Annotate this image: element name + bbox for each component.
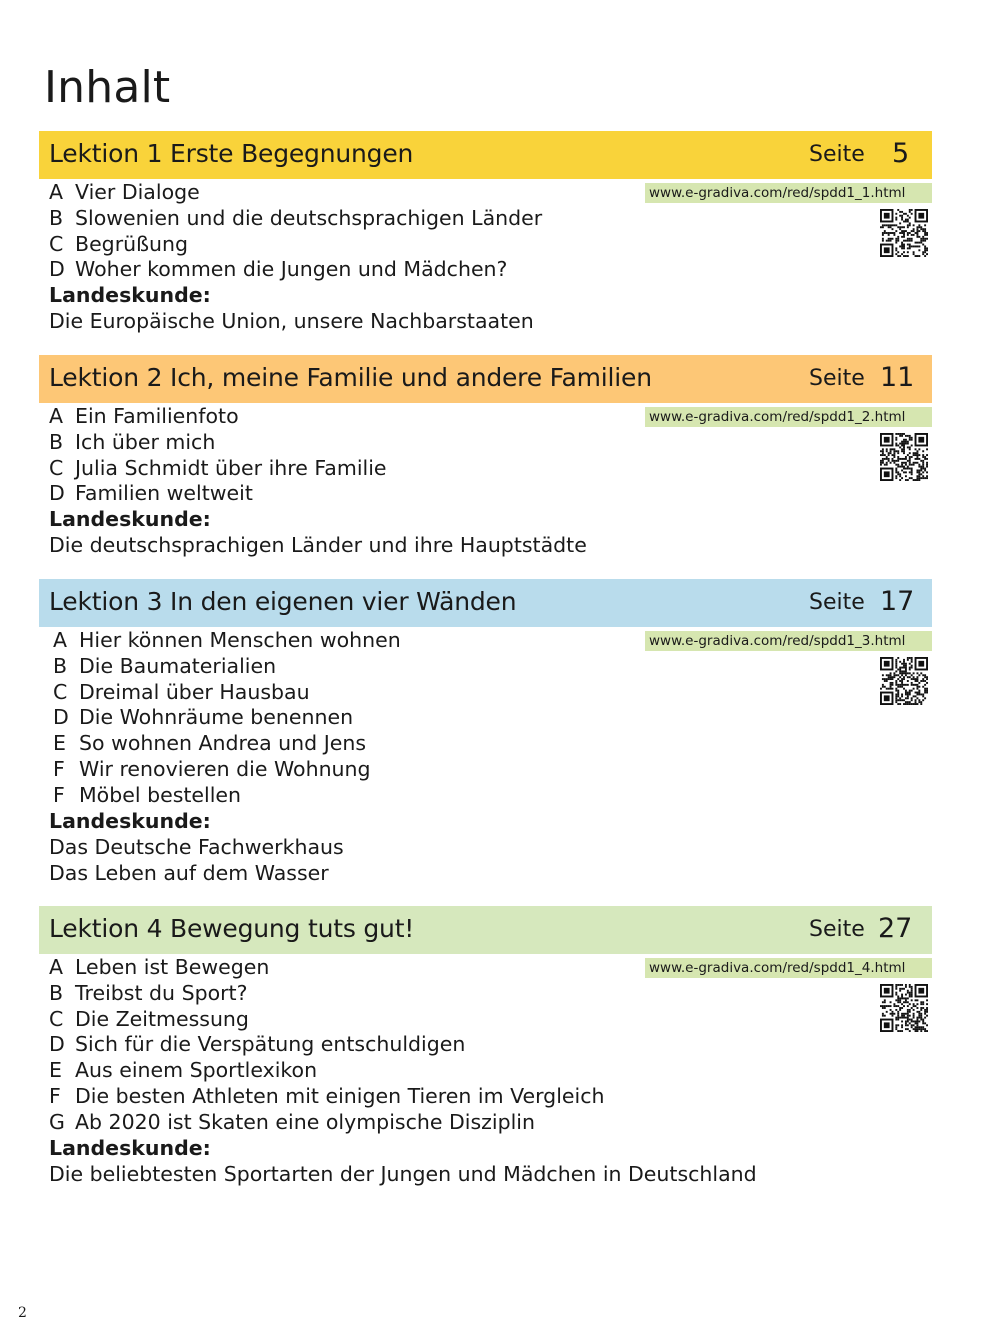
landeskunde-text: Die Europäische Union, unsere Nachbarstaaten: [49, 309, 534, 333]
lesson-page-number: 5: [892, 138, 910, 169]
item-text: Aus einem Sportlexikon: [75, 1058, 318, 1083]
lesson-page-number: 27: [878, 913, 913, 944]
list-item: [53, 731, 401, 757]
lesson-section-2: [39, 355, 932, 557]
landeskunde-label: Landeskunde:: [49, 809, 211, 833]
seite-label: Seite: [809, 142, 865, 167]
item-text: Die Zeitmessung: [75, 1006, 249, 1031]
seite-label: Seite: [809, 366, 865, 391]
list-item: [49, 430, 387, 456]
item-text: Möbel bestellen: [79, 782, 242, 807]
item-letter: F: [53, 756, 65, 781]
lesson-header-bar: [39, 906, 932, 954]
lesson-section-3: [39, 579, 932, 885]
item-letter: D: [49, 1032, 65, 1057]
list-item: [49, 981, 604, 1007]
item-text: Die besten Athleten mit einigen Tieren im Vergleich: [75, 1083, 605, 1108]
landeskunde-text: Die deutschsprachigen Länder und ihre Hauptstädte: [49, 533, 587, 557]
page-number: 2: [18, 1305, 27, 1321]
qr-code-icon[interactable]: [880, 209, 928, 257]
landeskunde-label: Landeskunde:: [49, 1136, 211, 1160]
item-text: Woher kommen die Jungen und Mädchen?: [75, 257, 508, 282]
item-letter: D: [53, 705, 69, 730]
qr-code-icon[interactable]: [880, 657, 928, 705]
lesson-url-link[interactable]: www.e-gradiva.com/red/spdd1_3.html: [645, 631, 932, 651]
item-text: So wohnen Andrea und Jens: [79, 731, 367, 756]
lesson-section-1: [39, 131, 932, 333]
list-item: [49, 456, 387, 482]
item-text: Ein Familienfoto: [75, 404, 239, 428]
list-item: [49, 481, 387, 507]
lesson-url-link[interactable]: www.e-gradiva.com/red/spdd1_2.html: [645, 407, 932, 427]
item-letter: E: [49, 1058, 62, 1083]
item-letter: A: [53, 628, 68, 652]
item-text: Vier Dialoge: [75, 180, 200, 204]
lesson-title: Lektion 2 Ich, meine Familie und andere Familien: [49, 363, 652, 392]
list-item: [49, 1058, 604, 1084]
item-letter: F: [53, 782, 65, 807]
list-item: [49, 1110, 604, 1136]
lesson-items-list: [49, 404, 387, 507]
item-letter: B: [53, 653, 68, 678]
landeskunde-text: Das Deutsche Fachwerkhaus: [49, 835, 344, 859]
list-item: [49, 1032, 604, 1058]
list-item: [49, 206, 542, 232]
item-text: Begrüßung: [75, 231, 189, 256]
lesson-items-list: [49, 955, 604, 1136]
list-item: [49, 1084, 604, 1110]
item-letter: E: [53, 731, 66, 756]
list-item: [49, 232, 542, 258]
landeskunde-label: Landeskunde:: [49, 507, 211, 531]
qr-code-icon[interactable]: [880, 984, 928, 1032]
lesson-title: Lektion 1 Erste Begegnungen: [49, 139, 414, 168]
lesson-url-link[interactable]: www.e-gradiva.com/red/spdd1_4.html: [645, 958, 932, 978]
item-text: Hier können Menschen wohnen: [79, 628, 401, 652]
lesson-header-bar: [39, 355, 932, 403]
item-text: Slowenien und die deutschsprachigen Länder: [75, 205, 543, 230]
item-letter: A: [49, 404, 64, 428]
qr-code-icon[interactable]: [880, 433, 928, 481]
item-letter: F: [49, 1083, 61, 1108]
item-letter: C: [49, 1006, 64, 1031]
landeskunde-label: Landeskunde:: [49, 283, 211, 307]
landeskunde-text: Das Leben auf dem Wasser: [49, 861, 329, 885]
item-text: Dreimal über Hausbau: [79, 679, 310, 704]
page-title: Inhalt: [44, 62, 171, 113]
list-item: [53, 680, 401, 706]
item-text: Die Baumaterialien: [79, 653, 277, 678]
item-letter: A: [49, 955, 64, 979]
item-text: Ich über mich: [75, 429, 216, 454]
lesson-page-number: 17: [880, 586, 915, 617]
list-item: [49, 1007, 604, 1033]
item-text: Ab 2020 ist Skaten eine olympische Disziplin: [75, 1109, 535, 1134]
item-letter: A: [49, 180, 64, 204]
lesson-items-list: [49, 180, 542, 283]
landeskunde-text: Die beliebtesten Sportarten der Jungen und Mädchen in Deutschland: [49, 1162, 757, 1186]
item-text: Wir renovieren die Wohnung: [79, 756, 371, 781]
list-item: [53, 654, 401, 680]
item-text: Sich für die Verspätung entschuldigen: [75, 1032, 466, 1057]
item-text: Familien weltweit: [75, 481, 253, 506]
list-item: [53, 705, 401, 731]
item-text: Die Wohnräume benennen: [79, 705, 354, 730]
list-item: [49, 404, 387, 430]
lesson-items-list: [53, 628, 401, 809]
lesson-url-link[interactable]: www.e-gradiva.com/red/spdd1_1.html: [645, 183, 932, 203]
item-letter: B: [49, 205, 64, 230]
lesson-page-number: 11: [880, 362, 915, 393]
lesson-title: Lektion 3 In den eigenen vier Wänden: [49, 587, 517, 616]
seite-label: Seite: [809, 917, 865, 942]
seite-label: Seite: [809, 590, 865, 615]
item-letter: C: [49, 231, 64, 256]
item-text: Treibst du Sport?: [75, 980, 248, 1005]
item-text: Julia Schmidt über ihre Familie: [75, 455, 387, 480]
list-item: [49, 180, 542, 206]
list-item: [53, 757, 401, 783]
item-letter: B: [49, 980, 64, 1005]
item-letter: C: [53, 679, 68, 704]
list-item: [53, 783, 401, 809]
item-letter: C: [49, 455, 64, 480]
item-letter: B: [49, 429, 64, 454]
lesson-header-bar: [39, 579, 932, 627]
lesson-header-bar: [39, 131, 932, 179]
list-item: [53, 628, 401, 654]
item-text: Leben ist Bewegen: [75, 955, 270, 979]
lesson-title: Lektion 4 Bewegung tuts gut!: [49, 914, 415, 943]
item-letter: D: [49, 257, 65, 282]
item-letter: G: [49, 1109, 65, 1134]
lesson-section-4: [39, 906, 932, 1186]
list-item: [49, 257, 542, 283]
item-letter: D: [49, 481, 65, 506]
list-item: [49, 955, 604, 981]
